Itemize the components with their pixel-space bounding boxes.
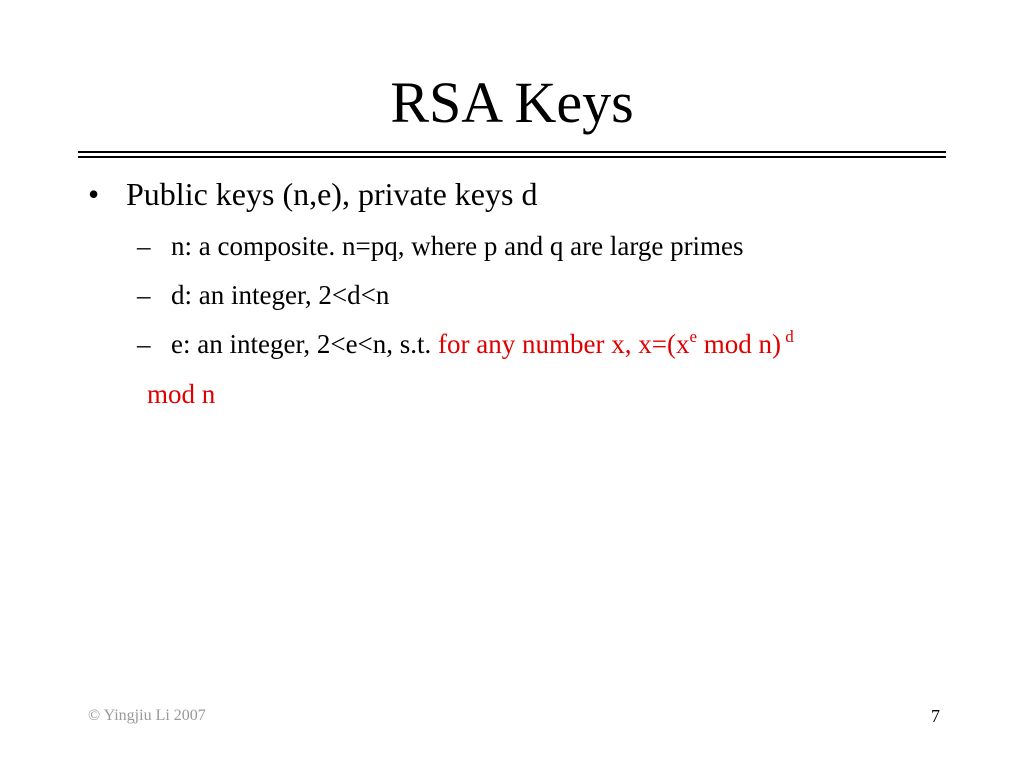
condition-text: for any number x, x=(x: [438, 329, 690, 359]
subbullet-d-integer: [137, 277, 389, 313]
subbullet-e-integer: [137, 326, 794, 362]
subbullet-text: d: an integer, 2<d<n: [171, 280, 390, 310]
title-divider-top: [78, 151, 946, 153]
condition-text-mod: mod n): [697, 329, 782, 359]
slide-title: RSA Keys: [390, 70, 634, 135]
exponent-e: e: [689, 327, 698, 346]
subbullet-mark: –: [137, 231, 151, 261]
footer-copyright: © Yingjiu Li 2007: [88, 707, 206, 724]
subbullet-text: n: a composite. n=pq, where p and q are large primes: [171, 231, 744, 261]
subbullet-n-composite: [137, 228, 744, 264]
subbullet-text: e: an integer, 2<e<n, s.t.: [171, 329, 439, 359]
subbullet-mark: –: [137, 280, 151, 310]
condition-continuation: mod n: [147, 379, 216, 409]
page-number: 7: [931, 706, 940, 726]
title-divider-bottom: [78, 156, 946, 158]
bullet-text: Public keys (n,e), private keys d: [126, 176, 538, 212]
bullet-mark: •: [88, 176, 100, 212]
subbullet-mark: –: [137, 329, 151, 359]
bullet-public-private-keys: [88, 172, 537, 216]
exponent-d: d: [781, 327, 794, 346]
